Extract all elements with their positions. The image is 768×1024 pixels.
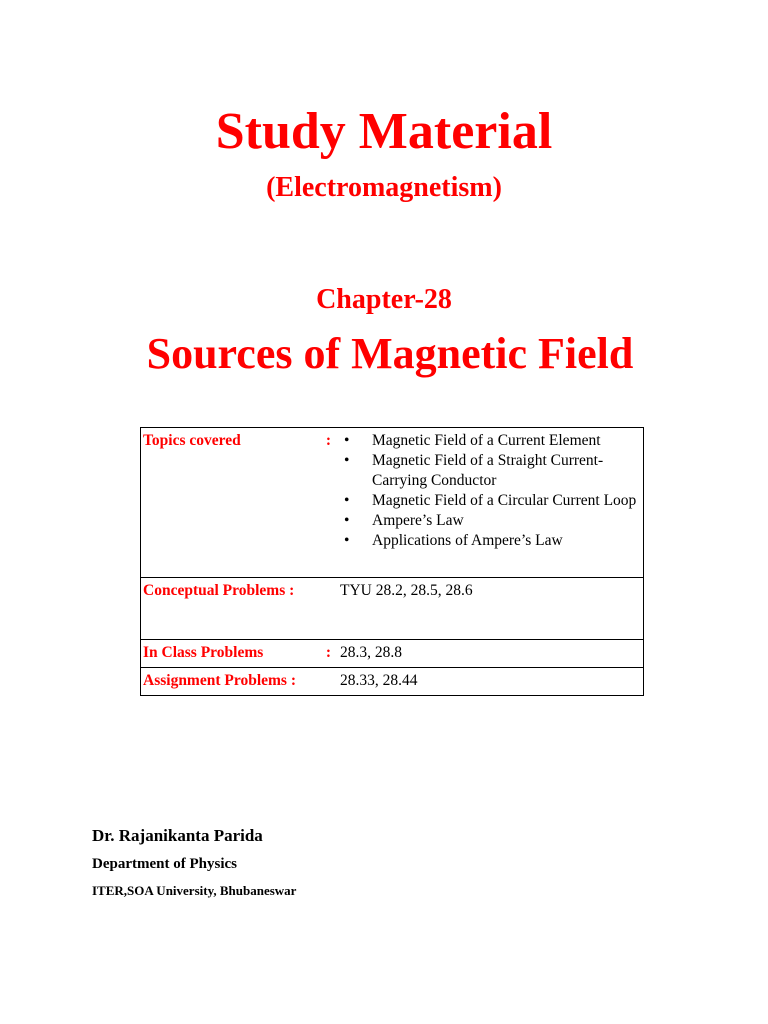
assignment-problems-row <box>141 668 644 696</box>
topic-text: Magnetic Field of a Straight Current-Carrying Conductor <box>372 452 604 489</box>
chapter-info-table <box>140 427 644 696</box>
topic-item <box>340 491 643 511</box>
in-class-label: In Class Problems <box>143 644 264 661</box>
author-name: Dr. Rajanikanta Parida <box>92 826 263 845</box>
department: Department of Physics <box>92 856 237 872</box>
topics-list-cell <box>337 428 644 578</box>
topic-item <box>340 511 643 531</box>
topics-colon: : <box>325 432 331 449</box>
topic-item <box>340 431 643 451</box>
topics-label: Topics covered <box>143 432 241 449</box>
assignment-value: 28.33, 28.44 <box>337 668 644 696</box>
topics-list <box>340 431 643 553</box>
bullet-icon: • <box>344 452 350 469</box>
document-title: Study Material <box>215 103 553 160</box>
topic-text: Magnetic Field of a Current Element <box>372 432 601 449</box>
topic-text: Ampere’s Law <box>372 512 464 529</box>
in-class-colon: : <box>325 644 331 661</box>
bullet-icon: • <box>344 432 350 449</box>
topic-item <box>340 451 643 491</box>
topic-text: Magnetic Field of a Circular Current Loop <box>372 492 637 509</box>
bullet-icon: • <box>344 512 350 529</box>
in-class-value: 28.3, 28.8 <box>337 640 644 668</box>
institution: ITER,SOA University, Bhubaneswar <box>92 883 297 898</box>
bullet-icon: • <box>344 492 350 509</box>
assignment-label: Assignment Problems : <box>141 668 338 696</box>
conceptual-problems-row <box>141 578 644 640</box>
topics-label-cell <box>141 428 338 578</box>
topics-row <box>141 428 644 578</box>
conceptual-label: Conceptual Problems : <box>141 578 338 640</box>
chapter-title: Sources of Magnetic Field <box>146 329 634 378</box>
document-subtitle: (Electromagnetism) <box>266 172 502 203</box>
in-class-label-cell <box>141 640 338 668</box>
bullet-icon: • <box>344 532 350 549</box>
in-class-problems-row <box>141 640 644 668</box>
conceptual-value: TYU 28.2, 28.5, 28.6 <box>337 578 644 640</box>
topic-text: Applications of Ampere’s Law <box>372 532 563 549</box>
chapter-number: Chapter-28 <box>316 284 452 315</box>
topic-item <box>340 531 643 551</box>
